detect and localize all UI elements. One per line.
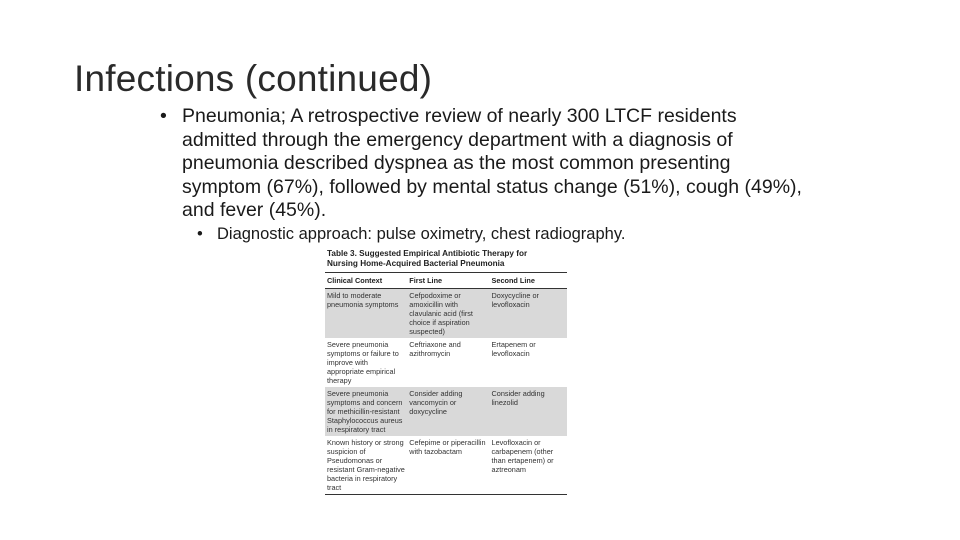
antibiotic-table: [325, 272, 567, 495]
table-caption-line: Nursing Home-Acquired Bacterial Pneumonia: [327, 259, 505, 268]
table-row: [325, 289, 567, 339]
table-row: [325, 338, 567, 387]
column-header-clinical-context: Clinical Context: [325, 273, 407, 289]
table-cell: Doxycycline or levofloxacin: [490, 289, 567, 339]
slide-title: Infections (continued): [74, 58, 433, 99]
table-row: [325, 387, 567, 436]
table-header-row: [325, 273, 567, 289]
bullet-marker: •: [197, 225, 203, 243]
table-cell: Ertapenem or levofloxacin: [491, 340, 536, 358]
antibiotic-therapy-table-image: [325, 243, 567, 523]
column-header-first-line: First Line: [407, 273, 489, 289]
table-cell: Mild to moderate pneumonia symptoms: [325, 289, 407, 339]
bullet-text: Pneumonia; A retrospective review of nearly 300 LTCF residents admitted through the emergency department with a diagnosis of pneumonia described dyspnea as the most common presenting symptom (67%), followed by mental status change (51%), cough (49%), and fever (45%).: [182, 105, 802, 222]
table-cell: Severe pneumonia symptoms and concern for methicillin-resistant Staphylococcus aureus in respiratory tract: [325, 387, 407, 436]
bullet-diagnostic-approach: [197, 224, 625, 244]
table-cell: Cefpodoxime or amoxicillin with clavulanic acid (first choice if aspiration suspected): [407, 289, 489, 339]
table-cell: Severe pneumonia symptoms or failure to improve with appropriate empirical therapy: [327, 340, 399, 385]
table-caption-line: Table 3. Suggested Empirical Antibiotic Therapy for: [327, 249, 528, 258]
column-header-second-line: Second Line: [490, 273, 567, 289]
table-cell: Ceftriaxone and azithromycin: [409, 340, 461, 358]
table-cell: Cefepime or piperacillin with tazobactam: [407, 436, 489, 495]
table-caption: [325, 243, 567, 269]
bullet-text: Diagnostic approach: pulse oximetry, chest radiography.: [217, 225, 626, 243]
bullet-pneumonia: [160, 105, 810, 223]
table-cell: Consider adding linezolid: [490, 387, 567, 436]
table-row: [325, 436, 567, 495]
table-cell: Consider adding vancomycin or doxycycline: [407, 387, 489, 436]
bullet-marker: •: [160, 105, 167, 127]
table-cell: Levofloxacin or carbapenem (other than ertapenem) or aztreonam: [490, 436, 567, 495]
table-cell: Known history or strong suspicion of Pseudomonas or resistant Gram-negative bacteria in respiratory tract: [325, 436, 407, 495]
